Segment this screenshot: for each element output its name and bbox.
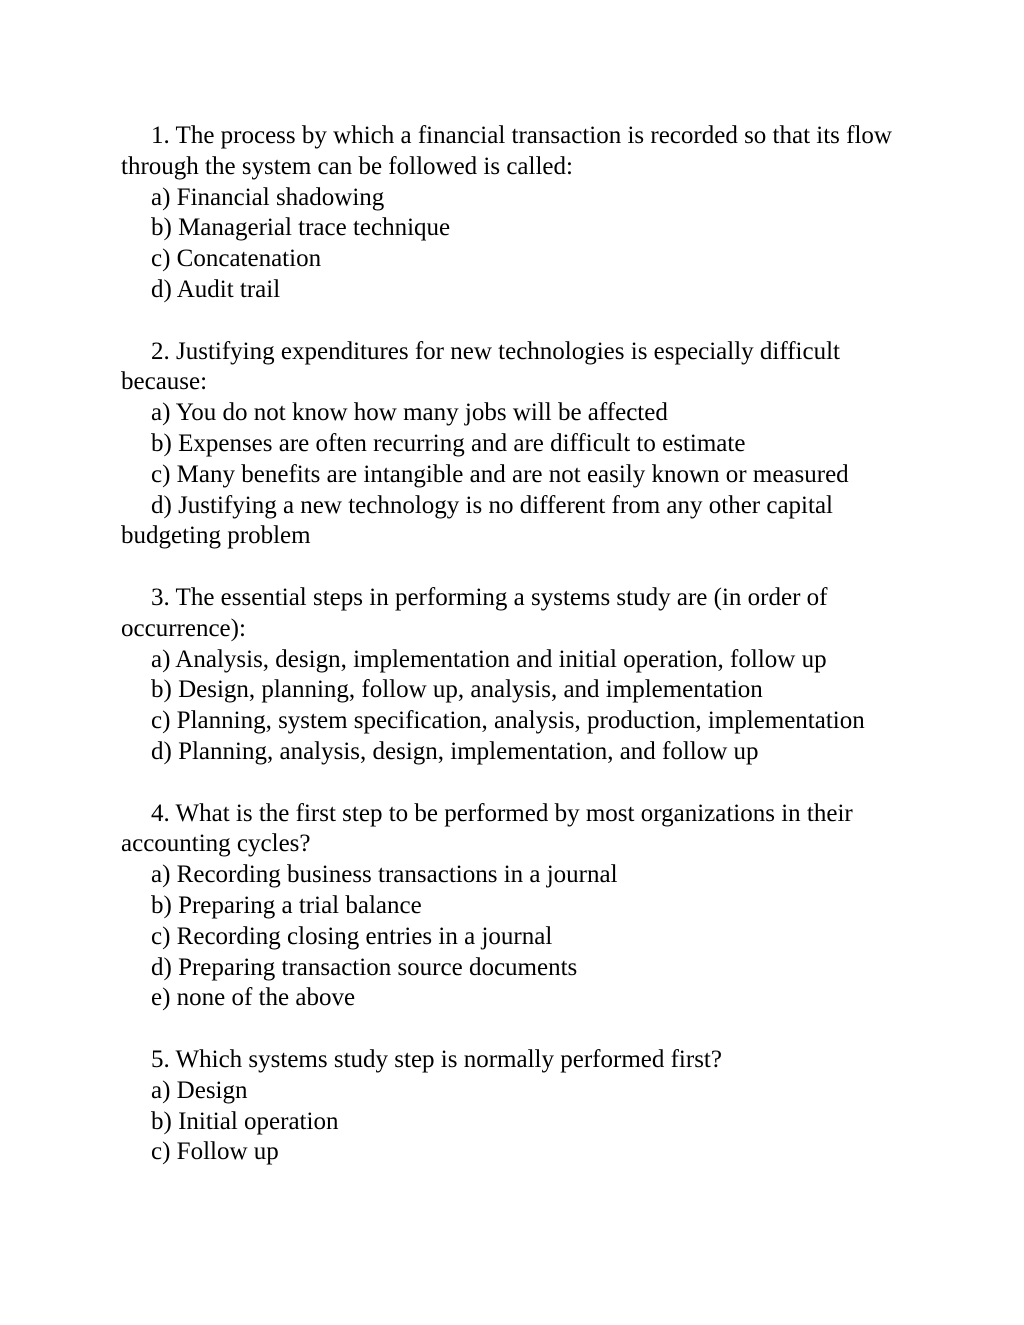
answer-option: b) Preparing a trial balance <box>151 891 422 919</box>
question-stem: 1. The process by which a financial transaction is recorded so that its flow through the system can be followed is called: <box>121 122 892 180</box>
question-2 <box>121 337 911 553</box>
answer-option: a) Financial shadowing <box>151 183 385 211</box>
answer-option: c) Many benefits are intangible and are not easily known or measured <box>151 460 849 488</box>
question-5 <box>121 1045 911 1168</box>
answer-option: b) Design, planning, follow up, analysis, and implementation <box>151 676 763 704</box>
answer-option: b) Initial operation <box>151 1107 339 1135</box>
question-stem: 4. What is the first step to be performed by most organizations in their accounting cycles? <box>121 799 853 858</box>
question-1 <box>121 121 911 306</box>
answer-option: a) You do not know how many jobs will be affected <box>151 399 668 427</box>
question-stem: 5. Which systems study step is normally performed first? <box>151 1045 722 1073</box>
answer-option: d) Planning, analysis, design, implementation, and follow up <box>151 737 759 765</box>
answer-option: c) Planning, system specification, analysis, production, implementation <box>151 707 865 735</box>
answer-option: a) Analysis, design, implementation and initial operation, follow up <box>151 645 827 673</box>
question-stem: 3. The essential steps in performing a systems study are (in order of occurrence): <box>121 583 828 642</box>
answer-option: b) Managerial trace technique <box>151 214 451 242</box>
answer-option: d) Preparing transaction source documents <box>151 953 578 981</box>
answer-option: d) Audit trail <box>151 275 281 303</box>
question-4 <box>121 799 911 1015</box>
answer-option: c) Concatenation <box>151 245 322 273</box>
answer-option: d) Justifying a new technology is no different from any other capital budgeting problem <box>121 491 833 550</box>
question-list <box>121 121 911 1199</box>
answer-option: b) Expenses are often recurring and are difficult to estimate <box>151 429 746 457</box>
answer-option: e) none of the above <box>151 984 356 1012</box>
question-stem: 2. Justifying expenditures for new technologies is especially difficult because: <box>121 337 840 396</box>
answer-option: a) Design <box>151 1076 248 1104</box>
answer-option: a) Recording business transactions in a journal <box>151 861 618 889</box>
question-3 <box>121 583 911 768</box>
answer-option: c) Recording closing entries in a journal <box>151 922 553 950</box>
answer-option: c) Follow up <box>151 1138 279 1166</box>
